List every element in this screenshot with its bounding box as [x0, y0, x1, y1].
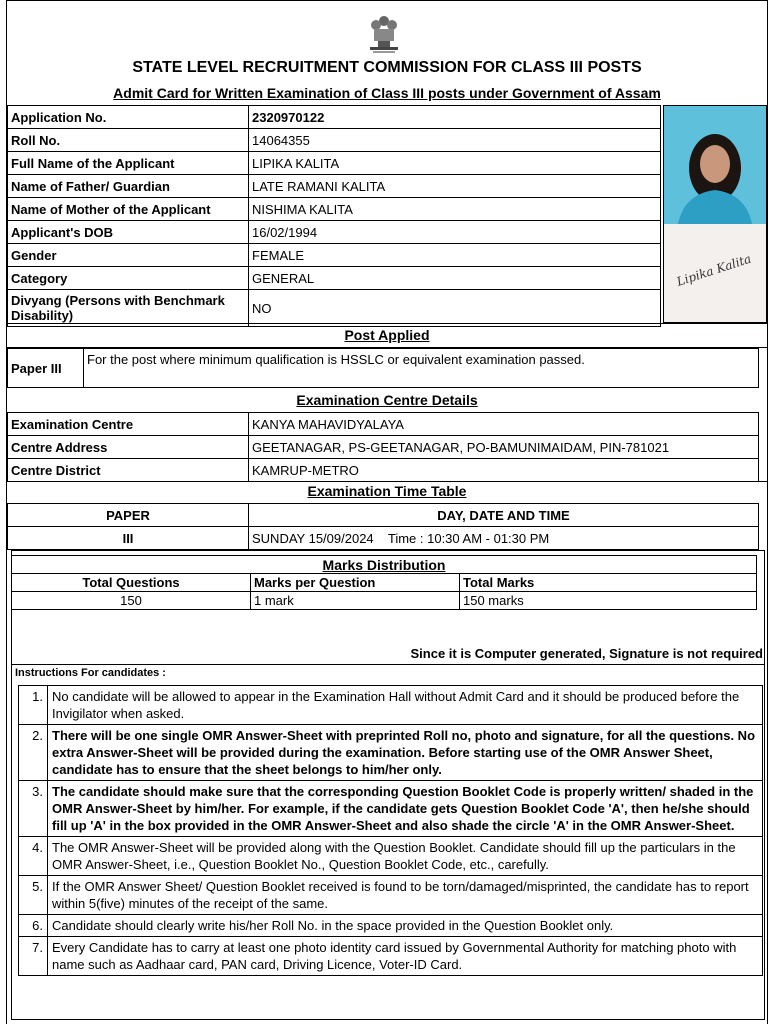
- marks-h2: Marks per Question: [251, 574, 460, 592]
- instruction-number: 1.: [19, 686, 48, 725]
- instruction-text: Candidate should clearly write his/her Roll No. in the space provided in the Question Booklet only.: [48, 915, 763, 937]
- national-emblem-icon: [364, 11, 404, 55]
- centre-field-label: Examination Centre: [8, 413, 249, 436]
- applicant-row: [8, 152, 661, 175]
- centre-field-value: GEETANAGAR, PS-GEETANAGAR, PO-BAMUNIMAIDAM, PIN-781021: [249, 436, 759, 459]
- applicant-row: [8, 198, 661, 221]
- post-applied-table: [7, 348, 759, 388]
- tt-paper-value: III: [8, 527, 249, 550]
- instructions-title: Instructions For candidates :: [15, 667, 166, 679]
- applicant-row: [8, 221, 661, 244]
- marks-heading: Marks Distribution: [12, 556, 757, 574]
- paper-label: Paper III: [8, 349, 84, 388]
- centre-details-table: [7, 412, 759, 482]
- post-applied-heading: Post Applied: [344, 327, 430, 343]
- admit-card: [6, 0, 768, 1024]
- applicant-photo: [663, 105, 767, 323]
- applicant-field-label: Applicant's DOB: [8, 221, 249, 244]
- instruction-item: [19, 725, 763, 781]
- applicant-field-label: Roll No.: [8, 129, 249, 152]
- centre-row: [8, 459, 759, 482]
- tt-col-paper: PAPER: [8, 504, 249, 527]
- instruction-number: 5.: [19, 876, 48, 915]
- admit-card-subtitle: Admit Card for Written Examination of Class III posts under Government of Assam: [113, 85, 661, 101]
- applicant-field-value: LATE RAMANI KALITA: [249, 175, 661, 198]
- applicant-field-value: 16/02/1994: [249, 221, 661, 244]
- instruction-number: 4.: [19, 837, 48, 876]
- instruction-text: The candidate should make sure that the corresponding Question Booklet Code is properly written/ shaded in the OMR Answer-Sheet by him/her. For example, if the candidate gets Question Booklet Code 'A', then he/she should fill up 'A' in the box provided in the OMR Answer-Sheet and also shade the circle 'A' in the OMR Answer-Sheet.: [48, 781, 763, 837]
- marks-h3: Total Marks: [460, 574, 757, 592]
- applicant-row: [8, 175, 661, 198]
- applicant-row: [8, 290, 661, 327]
- marks-table: [11, 555, 757, 610]
- photo-image: [664, 106, 766, 322]
- applicant-row: [8, 244, 661, 267]
- applicant-field-value: NISHIMA KALITA: [249, 198, 661, 221]
- applicant-field-label: Name of Mother of the Applicant: [8, 198, 249, 221]
- instruction-number: 3.: [19, 781, 48, 837]
- applicant-field-label: Divyang (Persons with Benchmark Disability): [8, 290, 249, 327]
- instruction-item: [19, 915, 763, 937]
- centre-row: [8, 436, 759, 459]
- instruction-number: 6.: [19, 915, 48, 937]
- paper-description: For the post where minimum qualification is HSSLC or equivalent examination passed.: [84, 349, 759, 388]
- marks-v2: 1 mark: [251, 592, 460, 610]
- instruction-text: There will be one single OMR Answer-Sheet with preprinted Roll no, photo and signature, for all the questions. No extra Answer-Sheet will be provided during the examination. Before starting use of the OMR Answer Sheet, candidate has to ensure that the sheet belongs to him/her only.: [48, 725, 763, 781]
- applicant-field-value: LIPIKA KALITA: [249, 152, 661, 175]
- centre-field-value: KAMRUP-METRO: [249, 459, 759, 482]
- applicant-signature: Lipika Kalita: [675, 251, 753, 289]
- applicant-row: [8, 267, 661, 290]
- time-table: [7, 503, 759, 550]
- instruction-text: Every Candidate has to carry at least one photo identity card issued by Governmental Authority for matching photo with name such as Aadhaar card, PAN card, Driving Licence, Voter-ID Card.: [48, 937, 763, 976]
- marks-h1: Total Questions: [12, 574, 251, 592]
- centre-field-label: Centre Address: [8, 436, 249, 459]
- instructions-table: [18, 685, 763, 976]
- instruction-text: If the OMR Answer Sheet/ Question Booklet received is found to be torn/damaged/misprinted, the candidate has to report within 5(five) minutes of the receipt of the same.: [48, 876, 763, 915]
- signature-note: Since it is Computer generated, Signature is not required: [410, 646, 763, 661]
- centre-row: [8, 413, 759, 436]
- instruction-item: [19, 686, 763, 725]
- applicant-field-value: NO: [249, 290, 661, 327]
- instruction-item: [19, 837, 763, 876]
- instruction-item: [19, 781, 763, 837]
- instruction-item: [19, 876, 763, 915]
- tt-col-time: DAY, DATE AND TIME: [249, 504, 759, 527]
- centre-field-value: KANYA MAHAVIDYALAYA: [249, 413, 759, 436]
- marks-v3: 150 marks: [460, 592, 757, 610]
- applicant-field-label: Category: [8, 267, 249, 290]
- applicant-field-label: Full Name of the Applicant: [8, 152, 249, 175]
- applicant-field-label: Gender: [8, 244, 249, 267]
- applicant-field-label: Name of Father/ Guardian: [8, 175, 249, 198]
- applicant-field-value: GENERAL: [249, 267, 661, 290]
- centre-field-label: Centre District: [8, 459, 249, 482]
- applicant-details-table: [7, 105, 661, 327]
- instruction-number: 7.: [19, 937, 48, 976]
- applicant-row: [8, 129, 661, 152]
- applicant-row: [8, 106, 661, 129]
- centre-details-heading: Examination Centre Details: [296, 392, 478, 408]
- applicant-field-label: Application No.: [8, 106, 249, 129]
- time-table-heading: Examination Time Table: [307, 483, 467, 499]
- instruction-text: No candidate will be allowed to appear in the Examination Hall without Admit Card and it should be produced before the Invigilator when asked.: [48, 686, 763, 725]
- tt-time-value: SUNDAY 15/09/2024 Time : 10:30 AM - 01:30 PM: [249, 527, 759, 550]
- instruction-item: [19, 937, 763, 976]
- applicant-field-value: FEMALE: [249, 244, 661, 267]
- commission-title: STATE LEVEL RECRUITMENT COMMISSION FOR CLASS III POSTS: [132, 59, 642, 76]
- applicant-field-value: 2320970122: [249, 106, 661, 129]
- marks-v1: 150: [12, 592, 251, 610]
- instruction-text: The OMR Answer-Sheet will be provided along with the Question Booklet. Candidate should fill up the particulars in the OMR Answer-Sheet, i.e., Question Booklet No., Question Booklet Code, etc., carefully.: [48, 837, 763, 876]
- instruction-number: 2.: [19, 725, 48, 781]
- applicant-field-value: 14064355: [249, 129, 661, 152]
